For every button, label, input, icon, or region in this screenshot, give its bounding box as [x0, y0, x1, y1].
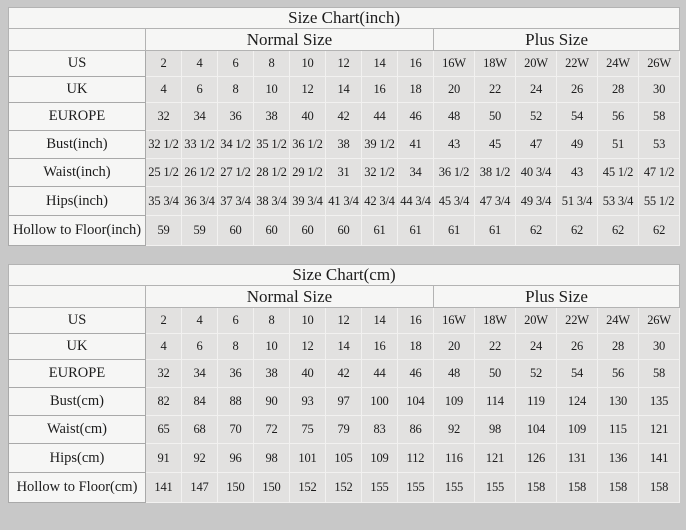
size-value: 54	[557, 103, 598, 131]
size-value: 36	[218, 360, 254, 388]
size-value: 26	[557, 334, 598, 360]
size-value: 10	[290, 308, 326, 334]
size-value: 18	[398, 77, 434, 103]
size-value: 96	[218, 444, 254, 473]
size-value: 38 3/4	[254, 187, 290, 216]
size-value: 20W	[516, 308, 557, 334]
table-row	[9, 473, 680, 503]
size-value: 60	[218, 216, 254, 246]
size-value: 38	[326, 131, 362, 159]
size-value: 130	[598, 388, 639, 416]
size-value: 35 1/2	[254, 131, 290, 159]
size-value: 12	[290, 334, 326, 360]
size-value: 29 1/2	[290, 159, 326, 187]
size-value: 26	[557, 77, 598, 103]
table-row	[9, 77, 680, 103]
size-value: 98	[475, 416, 516, 444]
size-value: 59	[182, 216, 218, 246]
size-value: 28	[598, 334, 639, 360]
size-value: 115	[598, 416, 639, 444]
size-value: 39 3/4	[290, 187, 326, 216]
size-value: 4	[146, 334, 182, 360]
table-row	[9, 51, 680, 77]
size-chart-inch-table	[8, 7, 680, 246]
size-value: 22	[475, 77, 516, 103]
size-value: 155	[434, 473, 475, 503]
size-value: 42 3/4	[362, 187, 398, 216]
size-value: 84	[182, 388, 218, 416]
size-value: 98	[254, 444, 290, 473]
size-value: 97	[326, 388, 362, 416]
size-value: 30	[639, 334, 680, 360]
size-value: 109	[434, 388, 475, 416]
size-value: 61	[362, 216, 398, 246]
size-value: 90	[254, 388, 290, 416]
size-value: 112	[398, 444, 434, 473]
size-value: 32 1/2	[146, 131, 182, 159]
size-value: 131	[557, 444, 598, 473]
size-value: 49	[557, 131, 598, 159]
size-value: 60	[290, 216, 326, 246]
size-value: 14	[326, 77, 362, 103]
size-value: 121	[639, 416, 680, 444]
size-value: 18	[398, 334, 434, 360]
size-value: 26W	[639, 308, 680, 334]
size-value: 82	[146, 388, 182, 416]
size-value: 36 1/2	[290, 131, 326, 159]
size-value: 6	[218, 51, 254, 77]
size-value: 4	[146, 77, 182, 103]
size-value: 53 3/4	[598, 187, 639, 216]
size-value: 116	[434, 444, 475, 473]
size-value: 8	[218, 77, 254, 103]
size-value: 147	[182, 473, 218, 503]
size-value: 51 3/4	[557, 187, 598, 216]
size-value: 16	[398, 51, 434, 77]
size-value: 28	[598, 77, 639, 103]
size-value: 36 3/4	[182, 187, 218, 216]
size-value: 70	[218, 416, 254, 444]
size-value: 16	[398, 308, 434, 334]
size-value: 22	[475, 334, 516, 360]
size-value: 2	[146, 51, 182, 77]
size-value: 62	[516, 216, 557, 246]
row-label: US	[9, 308, 146, 334]
size-value: 44 3/4	[398, 187, 434, 216]
size-value: 88	[218, 388, 254, 416]
table-row	[9, 159, 680, 187]
size-value: 8	[254, 308, 290, 334]
table-row	[9, 388, 680, 416]
size-value: 155	[398, 473, 434, 503]
size-value: 150	[254, 473, 290, 503]
size-value: 56	[598, 360, 639, 388]
size-value: 22W	[557, 51, 598, 77]
size-value: 100	[362, 388, 398, 416]
size-value: 158	[516, 473, 557, 503]
size-value: 42	[326, 360, 362, 388]
size-value: 32 1/2	[362, 159, 398, 187]
size-value: 60	[326, 216, 362, 246]
size-value: 93	[290, 388, 326, 416]
size-value: 52	[516, 103, 557, 131]
size-value: 50	[475, 360, 516, 388]
row-label: Bust(inch)	[9, 131, 146, 159]
size-value: 54	[557, 360, 598, 388]
size-value: 65	[146, 416, 182, 444]
row-label: US	[9, 51, 146, 77]
size-value: 24W	[598, 51, 639, 77]
size-value: 141	[146, 473, 182, 503]
size-value: 10	[254, 77, 290, 103]
size-value: 32	[146, 360, 182, 388]
size-value: 8	[254, 51, 290, 77]
table-title-row	[9, 265, 680, 286]
size-value: 18W	[475, 308, 516, 334]
row-label: EUROPE	[9, 360, 146, 388]
size-value: 158	[598, 473, 639, 503]
size-value: 20	[434, 77, 475, 103]
size-value: 36	[218, 103, 254, 131]
size-value: 14	[362, 51, 398, 77]
size-value: 53	[639, 131, 680, 159]
table-row	[9, 103, 680, 131]
size-value: 155	[362, 473, 398, 503]
row-label: Hollow to Floor(cm)	[9, 473, 146, 503]
size-value: 92	[434, 416, 475, 444]
size-value: 42	[326, 103, 362, 131]
size-value: 12	[290, 77, 326, 103]
size-value: 47	[516, 131, 557, 159]
size-value: 92	[182, 444, 218, 473]
size-value: 58	[639, 103, 680, 131]
size-value: 4	[182, 51, 218, 77]
size-value: 34	[182, 360, 218, 388]
table-title: Size Chart(inch)	[9, 8, 680, 29]
size-value: 43	[557, 159, 598, 187]
table-row	[9, 308, 680, 334]
size-value: 114	[475, 388, 516, 416]
size-value: 101	[290, 444, 326, 473]
size-chart-cm-table	[8, 264, 680, 503]
size-value: 41	[398, 131, 434, 159]
row-label: UK	[9, 334, 146, 360]
size-value: 30	[639, 77, 680, 103]
table-title-row	[9, 8, 680, 29]
size-value: 16W	[434, 51, 475, 77]
size-value: 20	[434, 334, 475, 360]
size-value: 37 3/4	[218, 187, 254, 216]
size-value: 40	[290, 360, 326, 388]
size-value: 61	[434, 216, 475, 246]
size-value: 38	[254, 360, 290, 388]
size-group-header-row	[9, 286, 680, 308]
size-value: 55 1/2	[639, 187, 680, 216]
table-row	[9, 444, 680, 473]
size-value: 59	[146, 216, 182, 246]
size-value: 34	[398, 159, 434, 187]
plus-size-header: Plus Size	[434, 286, 680, 308]
size-value: 155	[475, 473, 516, 503]
size-value: 135	[639, 388, 680, 416]
size-value: 34	[182, 103, 218, 131]
size-value: 68	[182, 416, 218, 444]
size-value: 12	[326, 51, 362, 77]
size-value: 22W	[557, 308, 598, 334]
size-value: 141	[639, 444, 680, 473]
size-value: 10	[290, 51, 326, 77]
size-value: 44	[362, 103, 398, 131]
size-value: 56	[598, 103, 639, 131]
size-value: 45	[475, 131, 516, 159]
size-value: 43	[434, 131, 475, 159]
size-value: 45 3/4	[434, 187, 475, 216]
size-value: 8	[218, 334, 254, 360]
size-value: 121	[475, 444, 516, 473]
size-value: 58	[639, 360, 680, 388]
size-value: 61	[475, 216, 516, 246]
size-value: 26W	[639, 51, 680, 77]
size-value: 41 3/4	[326, 187, 362, 216]
table-row	[9, 187, 680, 216]
size-value: 25 1/2	[146, 159, 182, 187]
size-value: 152	[290, 473, 326, 503]
size-value: 158	[557, 473, 598, 503]
size-value: 124	[557, 388, 598, 416]
size-value: 48	[434, 360, 475, 388]
size-value: 47 1/2	[639, 159, 680, 187]
corner-spacer-cell	[9, 286, 146, 308]
size-value: 14	[326, 334, 362, 360]
size-value: 72	[254, 416, 290, 444]
corner-spacer-cell	[9, 29, 146, 51]
size-value: 158	[639, 473, 680, 503]
size-value: 36 1/2	[434, 159, 475, 187]
size-value: 39 1/2	[362, 131, 398, 159]
size-value: 79	[326, 416, 362, 444]
table-row	[9, 334, 680, 360]
size-value: 62	[598, 216, 639, 246]
size-value: 48	[434, 103, 475, 131]
size-value: 47 3/4	[475, 187, 516, 216]
size-value: 44	[362, 360, 398, 388]
size-group-header-row	[9, 29, 680, 51]
size-value: 16W	[434, 308, 475, 334]
size-value: 50	[475, 103, 516, 131]
size-value: 104	[516, 416, 557, 444]
size-value: 16	[362, 77, 398, 103]
row-label: Hips(cm)	[9, 444, 146, 473]
size-value: 52	[516, 360, 557, 388]
size-value: 20W	[516, 51, 557, 77]
size-value: 4	[182, 308, 218, 334]
size-value: 45 1/2	[598, 159, 639, 187]
size-value: 61	[398, 216, 434, 246]
table-row	[9, 416, 680, 444]
size-value: 49 3/4	[516, 187, 557, 216]
size-value: 24	[516, 334, 557, 360]
size-value: 10	[254, 334, 290, 360]
size-value: 28 1/2	[254, 159, 290, 187]
size-value: 38 1/2	[475, 159, 516, 187]
row-label: Hollow to Floor(inch)	[9, 216, 146, 246]
size-value: 35 3/4	[146, 187, 182, 216]
size-value: 40 3/4	[516, 159, 557, 187]
size-value: 51	[598, 131, 639, 159]
size-value: 91	[146, 444, 182, 473]
size-value: 26 1/2	[182, 159, 218, 187]
size-value: 12	[326, 308, 362, 334]
size-value: 104	[398, 388, 434, 416]
normal-size-header: Normal Size	[146, 286, 434, 308]
size-value: 109	[557, 416, 598, 444]
row-label: UK	[9, 77, 146, 103]
size-value: 126	[516, 444, 557, 473]
size-value: 32	[146, 103, 182, 131]
size-value: 60	[254, 216, 290, 246]
size-value: 83	[362, 416, 398, 444]
size-value: 46	[398, 103, 434, 131]
row-label: EUROPE	[9, 103, 146, 131]
size-value: 150	[218, 473, 254, 503]
size-value: 27 1/2	[218, 159, 254, 187]
row-label: Waist(inch)	[9, 159, 146, 187]
size-value: 86	[398, 416, 434, 444]
size-value: 46	[398, 360, 434, 388]
row-label: Waist(cm)	[9, 416, 146, 444]
size-value: 6	[218, 308, 254, 334]
size-value: 16	[362, 334, 398, 360]
plus-size-header: Plus Size	[434, 29, 680, 51]
normal-size-header: Normal Size	[146, 29, 434, 51]
size-value: 105	[326, 444, 362, 473]
size-value: 152	[326, 473, 362, 503]
size-value: 109	[362, 444, 398, 473]
size-value: 24W	[598, 308, 639, 334]
table-row	[9, 131, 680, 159]
size-value: 62	[639, 216, 680, 246]
size-value: 6	[182, 77, 218, 103]
size-value: 119	[516, 388, 557, 416]
size-value: 31	[326, 159, 362, 187]
size-value: 38	[254, 103, 290, 131]
size-value: 18W	[475, 51, 516, 77]
row-label: Hips(inch)	[9, 187, 146, 216]
size-value: 75	[290, 416, 326, 444]
size-value: 34 1/2	[218, 131, 254, 159]
size-value: 62	[557, 216, 598, 246]
size-value: 40	[290, 103, 326, 131]
size-value: 24	[516, 77, 557, 103]
row-label: Bust(cm)	[9, 388, 146, 416]
table-title: Size Chart(cm)	[9, 265, 680, 286]
size-value: 14	[362, 308, 398, 334]
size-value: 2	[146, 308, 182, 334]
size-value: 6	[182, 334, 218, 360]
size-value: 136	[598, 444, 639, 473]
size-value: 33 1/2	[182, 131, 218, 159]
table-row	[9, 216, 680, 246]
table-row	[9, 360, 680, 388]
